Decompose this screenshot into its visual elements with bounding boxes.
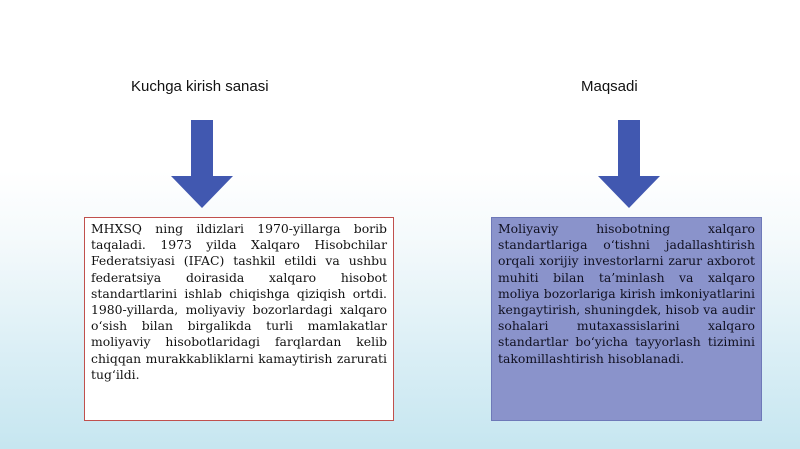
heading-effective-date: Kuchga kirish sanasi: [131, 78, 269, 95]
purpose-textbox: Moliyaviy hisobotning xalqaro standartlariga o‘tishni jadallashtirish orqali xorijiy investorlarni zarur axborot muhiti bilan ta’minlash va xalqaro moliya bozorlariga kirish imkoniyatlarini kengaytirish, shuningdek, hisob va audir sohalari mutaxassislarini xalqaro standartlar bo‘yicha tayyorlash tizimini takomillashtirish hisoblanadi.: [491, 217, 762, 421]
down-arrow-left: [171, 120, 233, 208]
down-arrow-right: [598, 120, 660, 208]
effective-date-textbox: MHXSQ ning ildizlari 1970-yillarga borib taqaladi. 1973 yilda Xalqaro Hisobchilar Federatsiyasi (IFAC) tashkil etildi va ushbu federatsiya doirasida xalqaro hisobot standartlarini ishlab chiqishga qiziqish ortdi. 1980-yillarda, moliyaviy bozorlardagi xalqaro o‘sish bilan birgalikda turli mamlakatlar moliyaviy hisobotlaridagi farqlardan kelib chiqqan murakkabliklarni kamaytirish zarurati tug‘ildi.: [84, 217, 394, 421]
heading-purpose: Maqsadi: [581, 78, 638, 95]
